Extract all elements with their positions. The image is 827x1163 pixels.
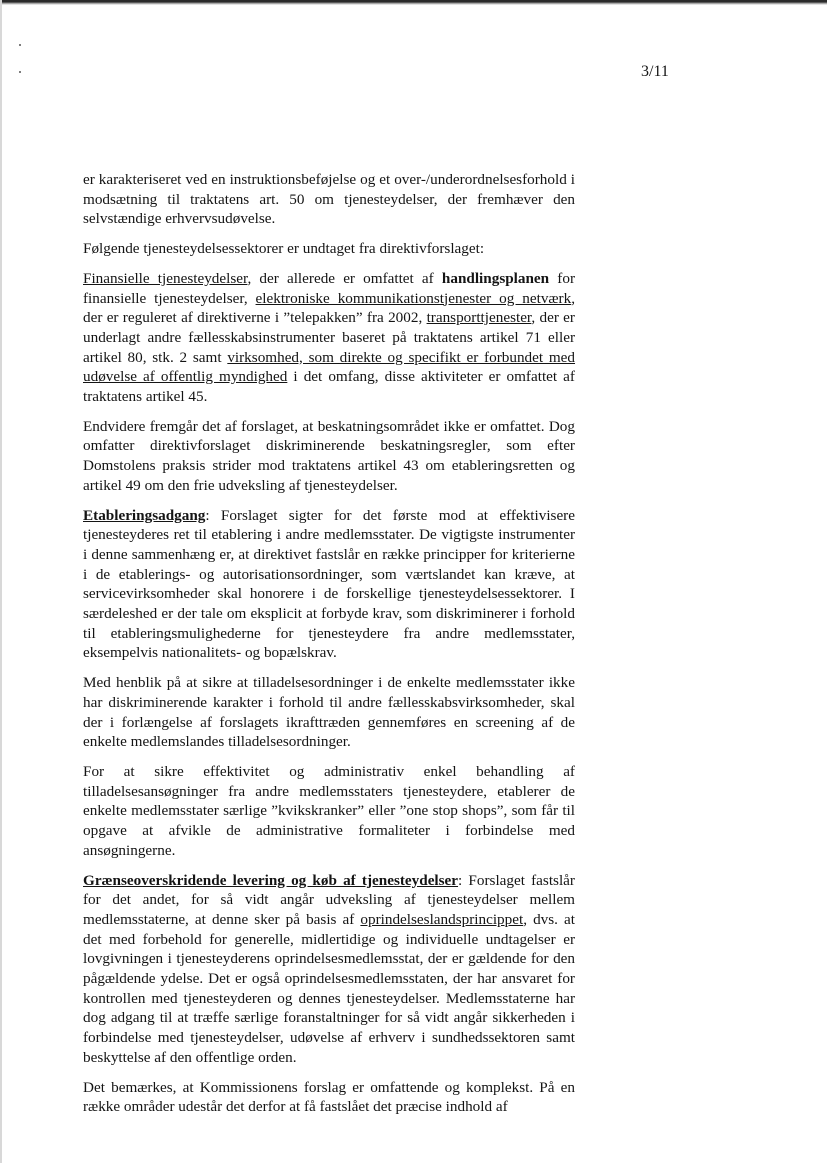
- emphasized-text: elektroniske kommunikationstjenester og netværk: [255, 289, 572, 307]
- text-run: , der allerede er omfattet af: [247, 269, 442, 287]
- text-run: Følgende tjenesteydelsessektorer er undtaget fra direktivforslaget:: [83, 240, 485, 258]
- text-run: Med henblik på at sikre at tilladelsesordninger i de enkelte medlemsstater ikke har diskriminerende karakter i forhold til andre fællesskabsvirksomheder, skal der i forlængelse af forslagets ikrafttræden gennemføres en screening af de enkelte medlemslandes tilladelsesordninger.: [83, 674, 575, 751]
- paragraph: [83, 506, 575, 664]
- scan-speck: [19, 71, 21, 73]
- text-run: for finansielle tjenesteydelser,: [83, 269, 575, 307]
- scan-top-edge: [0, 0, 827, 5]
- paragraph: [83, 269, 575, 407]
- paragraph: [83, 170, 575, 229]
- paragraph: [83, 417, 575, 496]
- paragraph: [83, 1078, 575, 1117]
- text-run: er karakteriseret ved en instruktionsbeføjelse og et over-/underordnelsesforhold i modsætning til traktatens art. 50 om tjenesteydelser, der fremhæver den selvstændige erhvervsudøvelse.: [83, 171, 575, 228]
- emphasized-text: Finansielle tjenesteydelser: [83, 269, 248, 287]
- document-body: [83, 170, 575, 1127]
- paragraph: [83, 673, 575, 752]
- text-run: Endvidere fremgår det af forslaget, at beskatningsområdet ikke er omfattet. Dog omfatter direktivforslaget diskriminerende beskatningsregler, som efter Domstolens praksis strider mod traktatens artikel 43 om etableringsretten og artikel 49 om den frie udveksling af tjenesteydelser.: [83, 417, 575, 494]
- text-run: , der er reguleret af direktiverne i ”telepakken” fra 2002,: [83, 289, 575, 327]
- paragraph: [83, 762, 575, 861]
- text-run: i det omfang, disse aktiviteter er omfattet af traktatens artikel 45.: [83, 368, 575, 406]
- paragraph: [83, 871, 575, 1068]
- text-run: , dvs. at det med forbehold for generelle, midlertidige og individuelle undtagelser er lovgivningen i tjenesteyderens oprindelsesmedlemsstat, der er gældende for den pågældende ydelse. Det er også oprindelsesmedlemsstaten, der har ansvaret for kontrollen med tjenesteyderen og dennes tjenesteydelser. Medlemsstaterne har dog adgang til at træffe særlige foranstaltninger for så vidt angår sikkerheden i forbindelse med tjenesteydelser, udøvelse af erhverv i sundhedssektoren samt beskyttelse af den offentlige orden.: [83, 910, 575, 1066]
- page-number: 3/11: [641, 63, 669, 80]
- scan-left-edge: [0, 0, 2, 1163]
- text-run: For at sikre effektivitet og administrativ enkel behandling af tilladelsesansøgninger fra andre medlemsstaters tjenesteydere, etablerer de enkelte medlemsstater særlige ”kvikskranker” eller ”one stop shops”, som får til opgave at afvikle de administrative formaliteter i forbindelse med ansøgningerne.: [83, 762, 575, 859]
- paragraph: [83, 239, 575, 259]
- emphasized-text: Etableringsadgang: [83, 506, 206, 524]
- emphasized-text: oprindelseslandsprincippet: [360, 910, 524, 928]
- scan-speck: [19, 44, 21, 46]
- emphasized-text: Grænseoverskridende levering og køb af tjenesteydelser: [83, 871, 459, 889]
- emphasized-text: handlingsplanen: [441, 269, 550, 287]
- emphasized-text: transporttjenester: [426, 309, 532, 327]
- text-run: Det bemærkes, at Kommissionens forslag er omfattende og komplekst. På en række områder udestår det derfor at få fastslået det præcise indhold af: [83, 1078, 575, 1116]
- text-run: , der er underlagt andre fællesskabsinstrumenter baseret på traktatens artikel 71 eller artikel 80, stk. 2 samt: [83, 309, 575, 366]
- text-run: : Forslaget sigter for det første mod at effektivisere tjenesteyderes ret til etablering i andre medlemsstater. De vigtigste instrumenter i denne sammenhæng er, at direktivet fastslår en række principper for kriterierne i de etablerings- og autorisationsordninger, som værtslandet kan kræve, at servicevirksomheder skal honorere i de forskellige tjenesteydelsessektorer. I særdeleshed er der tale om eksplicit at forbyde krav, som diskriminerer i forhold til etableringsmulighederne for tjenesteydere fra andre medlemsstater, eksempelvis nationalitets- og bopælskrav.: [83, 506, 575, 662]
- emphasized-text: virksomhed, som direkte og specifikt er forbundet med udøvelse af offentlig myndighed: [83, 348, 576, 386]
- text-run: : Forslaget fastslår for det andet, for så vidt angår udveksling af tjenesteydelser mellem medlemsstaterne, at denne sker på basis af: [83, 871, 575, 928]
